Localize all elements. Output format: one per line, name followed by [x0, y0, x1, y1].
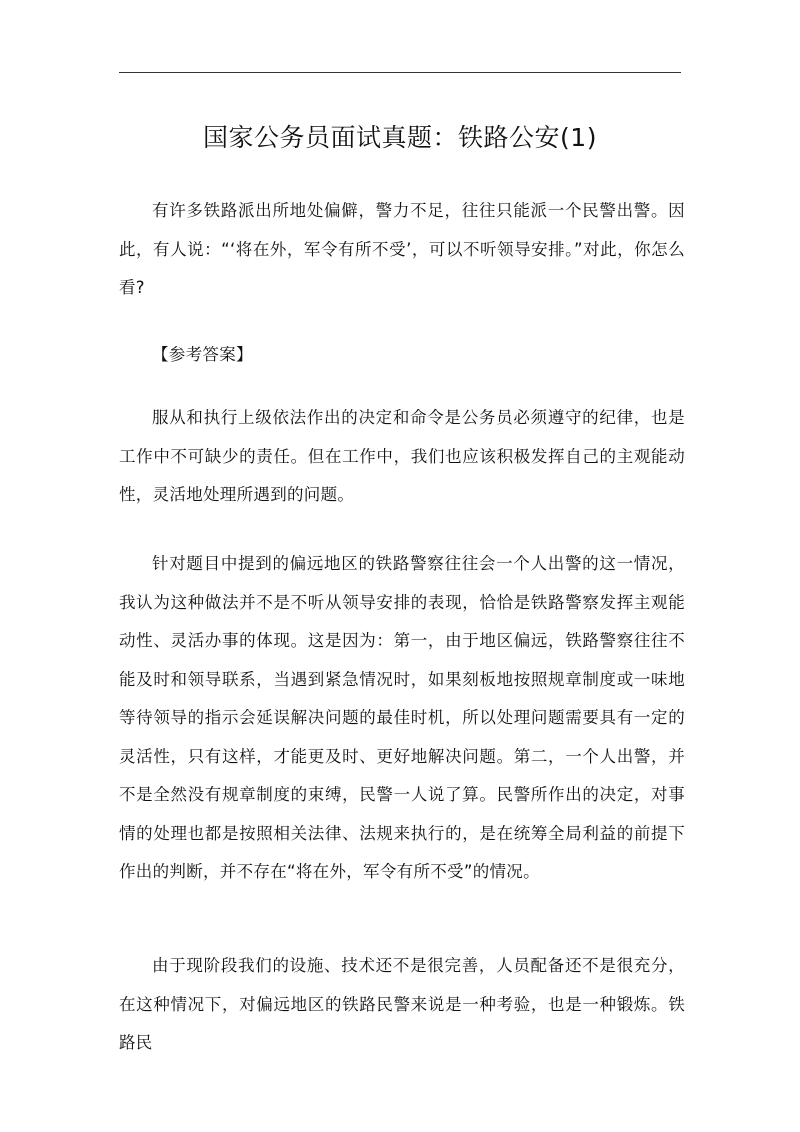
header-rule — [119, 72, 681, 73]
answer-paragraph-1: 服从和执行上级依法作出的决定和命令是公务员必须遵守的纪律，也是工作中不可缺少的责任。但在工作中，我们也应该积极发挥自己的主观能动性，灵活地处理所遇到的问题。 — [119, 408, 685, 504]
answer-label: 【参考答案】 — [152, 345, 253, 364]
page-title: 国家公务员面试真题：铁路公安(1) — [203, 123, 597, 152]
answer-paragraph-3: 由于现阶段我们的设施、技术还不是很完善，人员配备还不是很充分，在这种情况下，对偏远地区的铁路民警来说是一种考验，也是一种锻炼。铁路民 — [119, 956, 685, 1052]
answer-paragraph-2: 针对题目中提到的偏远地区的铁路警察往往会一个人出警的这一情况，我认为这种做法并不是不听从领导安排的表现，恰恰是铁路警察发挥主观能动性、灵活办事的体现。这是因为：第一，由于地区偏远，铁路警察往往不能及时和领导联系，当遇到紧急情况时，如果刻板地按照规章制度或一味地等待领导的指示会延误解决问题的最佳时机，所以处理问题需要具有一定的灵活性，只有这样，才能更及时、更好地解决问题。第二，一个人出警，并不是全然没有规章制度的束缚，民警一人说了算。民警所作出的决定，对事情的处理也都是按照相关法律、法规来执行的，是在统筹全局利益的前提下作出的判断，并不存在“将在外，军令有所不受”的情况。 — [119, 554, 685, 881]
question-paragraph: 有许多铁路派出所地处偏僻，警力不足，往往只能派一个民警出警。因此，有人说：“‘将在外，军令有所不受’，可以不听领导安排。”对此，你怎么看? — [119, 201, 685, 297]
